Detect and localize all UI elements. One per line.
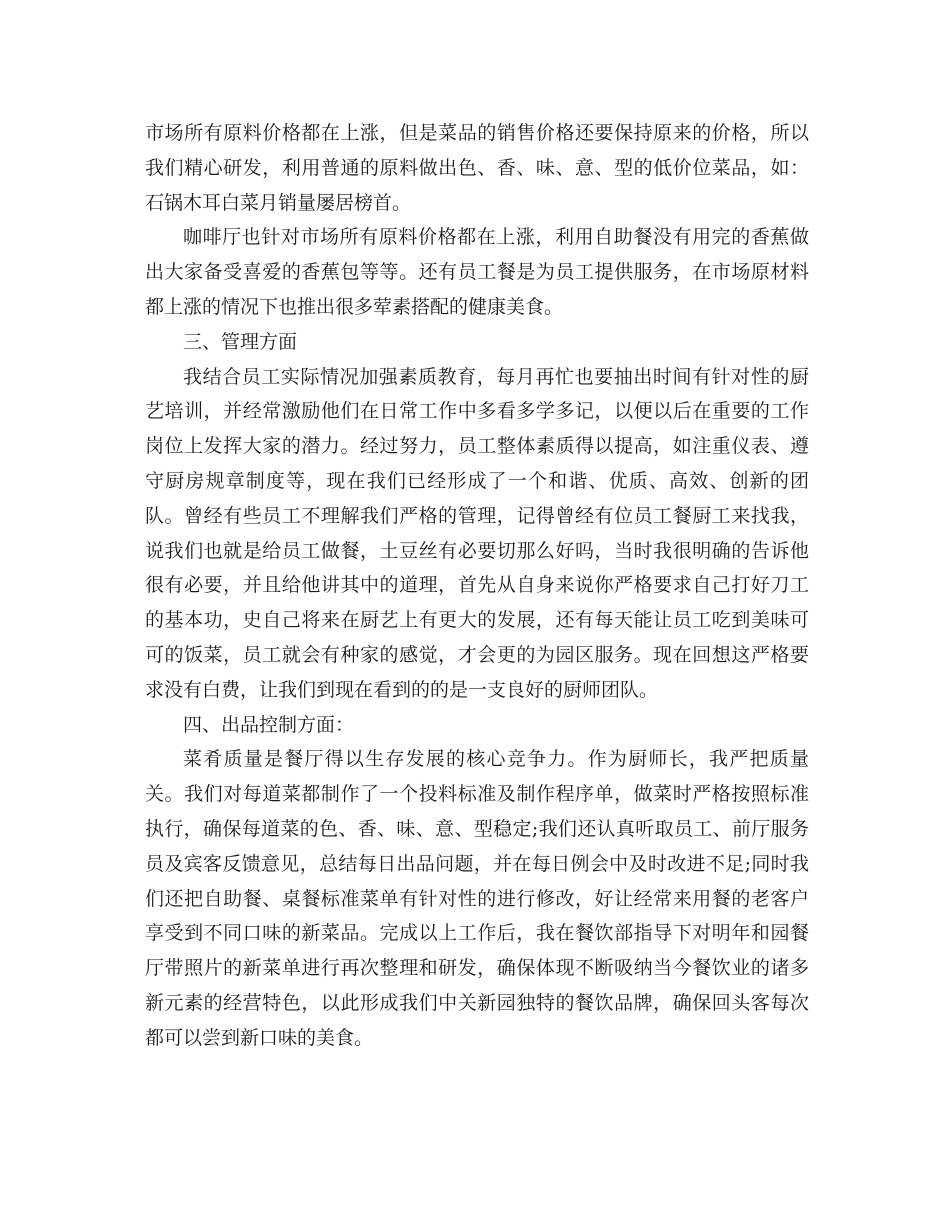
section-heading-management: 三、管理方面 — [183, 330, 298, 353]
paragraph-cafe: 咖啡厅也针对市场所有原料价格都在上涨，利用自助餐没有用完的香蕉做出大家备受喜爱的香蕉包等等。还有员工餐是为员工提供服务，在市场原材料都上涨的情况下也推出很多荤素搭配的健康美食。 — [145, 226, 809, 318]
document-body — [145, 116, 809, 1056]
paragraph-management: 我结合员工实际情况加强素质教育，每月再忙也要抽出时间有针对性的厨艺培训，并经常激励他们在日常工作中多看多学多记，以便以后在重要的工作岗位上发挥大家的潜力。经过努力，员工整体素质得以提高，如注重仪表、遵守厨房规章制度等，现在我们已经形成了一个和谐、优质、高效、创新的团队。曾经有些员工不理解我们严格的管理，记得曾经有位员工餐厨工来找我，说我们也就是给员工做餐，土豆丝有必要切那么好吗，当时我很明确的告诉他很有必要，并且给他讲其中的道理，首先从自身来说你严格要求自己打好刀工的基本功，史自己将来在厨艺上有更大的发展，还有每天能让员工吃到美味可可的饭菜，员工就会有种家的感觉，才会更的为园区服务。现在回想这严格要求没有白费，让我们到现在看到的的是一支良好的厨师团队。 — [145, 365, 809, 701]
paragraph-output-control: 菜肴质量是餐厅得以生存发展的核心竞争力。作为厨师长，我严把质量关。我们对每道菜都制作了一个投料标准及制作程序单，做菜时严格按照标准执行，确保每道菜的色、香、味、意、型稳定;我们还认真听取员工、前厅服务员及宾客反馈意见，总结每日出品问题，并在每日例会中及时改进不足;同时我们还把自助餐、桌餐标准菜单有针对性的进行修改，好让经常来用餐的老客户享受到不同口味的新菜品。完成以上工作后，我在餐饮部指导下对明年和园餐厅带照片的新菜单进行再次整理和研发，确保体现不断吸纳当今餐饮业的诸多新元素的经营特色，以此形成我们中关新园独特的餐饮品牌，确保回头客每次都可以尝到新口味的美食。 — [145, 748, 809, 1049]
section-heading-output-control: 四、出品控制方面： — [183, 713, 355, 736]
paragraph-continued-text: 市场所有原料价格都在上涨，但是菜品的销售价格还要保持原来的价格，所以我们精心研发，利用普通的原料做出色、香、味、意、型的低价位菜品，如：石锅木耳白菜月销量屡居榜首。 — [145, 122, 809, 214]
